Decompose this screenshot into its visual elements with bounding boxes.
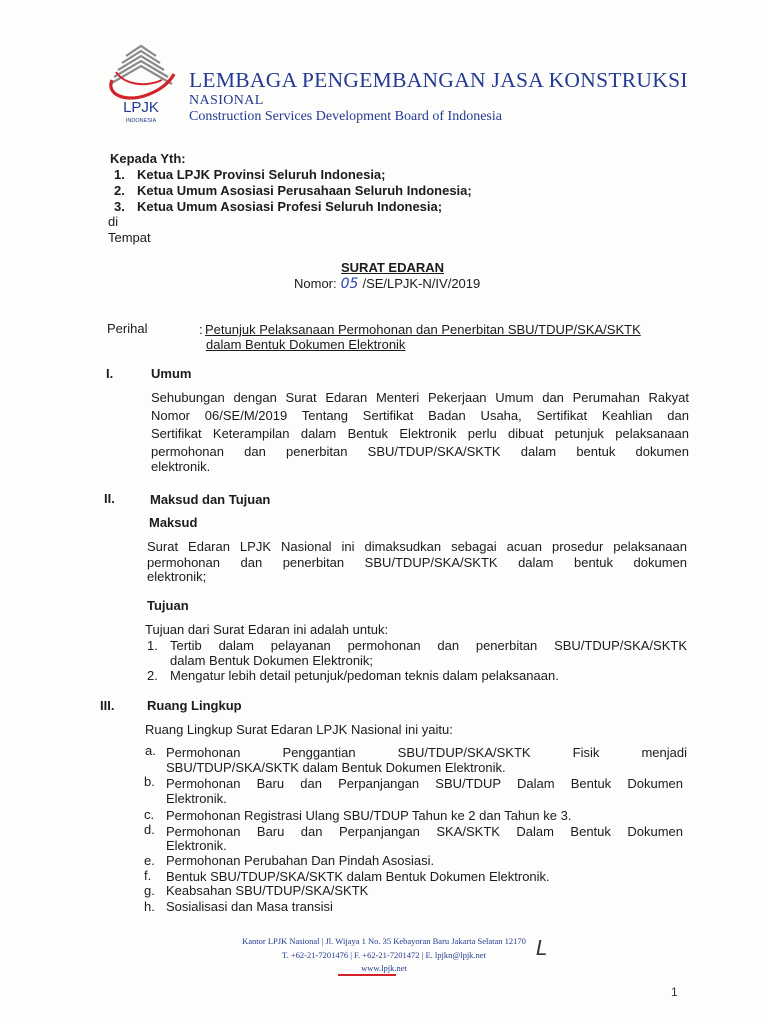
section-number: I. [106,366,114,381]
perihal-line: Petunjuk Pelaksanaan Permohonan dan Penerbitan SBU/TDUP/SKA/SKTK [205,322,641,337]
list-letter: e. [144,853,155,868]
perihal-line: dalam Bentuk Dokumen Elektronik [206,337,406,352]
list-item-line: Permohonan Registrasi Ulang SBU/TDUP Tahun ke 2 dan Tahun ke 3. [166,808,572,823]
nomor-suffix: /SE/LPJK-N/IV/2019 [362,276,481,291]
org-name-sub: NASIONAL [189,93,264,108]
perihal-label: Perihal [107,321,148,336]
list-letter: c. [144,807,155,822]
paragraph-line: permohonan dan penerbitan SBU/TDUP/SKA/SKTK dalam bentuk dokumen [147,555,687,570]
tempat-label: Tempat [108,230,151,245]
paragraph-line: Sehubungan dengan Surat Edaran Menteri Pekerjaan Umum dan Perumahan Rakyat [151,390,689,405]
recipient-num: 3. [114,199,125,214]
paragraph-line: permohonan dan penerbitan SBU/TDUP/SKA/SKTK dalam bentuk dokumen [151,444,689,459]
subsection-title: Maksud [149,515,198,530]
section-number: III. [100,698,115,713]
list-item-line: Bentuk SBU/TDUP/SKA/SKTK dalam Bentuk Dokumen Elektronik. [166,869,550,884]
list-letter: h. [144,899,155,914]
document-title: SURAT EDARAN [341,260,445,275]
list-item-line: Permohonan Penggantian SBU/TDUP/SKA/SKTK Fisik menjadi [166,745,687,760]
list-letter: a. [145,743,156,758]
nomor-label: Nomor: [294,276,337,291]
org-name: LEMBAGA PENGEMBANGAN JASA KONSTRUKSI [189,68,688,92]
recipient-num: 1. [114,167,125,182]
recipient-num: 2. [114,183,125,198]
footer-address: Kantor LPJK Nasional | Jl. Wijaya 1 No. 35 Kebayoran Baru Jakarta Selatan 12170 [242,936,526,946]
list-item-line: Mengatur lebih detail petunjuk/pedoman teknis dalam pelaksanaan. [170,668,559,683]
perihal-colon: : [199,322,203,337]
paragraph-line: Sertifikat Keterampilan dalam Bentuk Elektronik perlu dibuat petunjuk pelaksanaan [151,426,689,441]
list-item-line: Sosialisasi dan Masa transisi [166,899,333,914]
list-item-line: Keabsahan SBU/TDUP/SKA/SKTK [166,883,369,898]
logo-subtext: INDONESIA [125,118,157,124]
salutation: Kepada Yth: [110,151,186,166]
list-letter: d. [144,822,155,837]
list-number: 2. [147,668,158,683]
list-item-line: Elektronik. [166,791,227,806]
subsection-title: Tujuan [147,598,189,613]
paragraph-line: elektronik; [147,569,207,584]
lpjk-logo [104,42,178,128]
nomor-handwritten: 05 [340,276,359,292]
org-name-english: Construction Services Development Board of Indonesia [189,109,502,124]
recipient-text: Ketua Umum Asosiasi Perusahaan Seluruh Indonesia; [137,183,472,198]
list-letter: b. [144,774,155,789]
list-item-line: Tertib dalam pelayanan permohonan dan penerbitan SBU/TDUP/SKA/SKTK [170,638,687,653]
paragraph-line: Surat Edaran LPJK Nasional ini dimaksudkan sebagai acuan prosedur pelaksanaan [147,539,687,554]
recipient-text: Ketua Umum Asosiasi Profesi Seluruh Indonesia; [137,199,443,214]
paragraph-line: Ruang Lingkup Surat Edaran LPJK Nasional ini yaitu: [145,722,453,737]
page-number: 1 [671,985,678,999]
list-item-line: dalam Bentuk Dokumen Elektronik; [170,653,374,668]
list-item-line: SBU/TDUP/SKA/SKTK dalam Bentuk Dokumen Elektronik. [166,760,506,775]
list-number: 1. [147,638,158,653]
logo-text: LPJK [123,99,159,116]
list-item-line: Permohonan Perubahan Dan Pindah Asosiasi. [166,853,435,868]
list-letter: g. [144,883,155,898]
section-title: Maksud dan Tujuan [150,492,271,507]
document-number [294,276,480,292]
list-letter: f. [144,868,152,883]
section-title: Umum [151,366,192,381]
recipient-text: Ketua LPJK Provinsi Seluruh Indonesia; [137,167,386,182]
footer-website: www.lpjk.net [361,963,407,973]
handwritten-initial: L [536,936,548,960]
section-title: Ruang Lingkup [147,698,242,713]
paragraph-line: Nomor 06/SE/M/2019 Tentang Sertifikat Badan Usaha, Sertifikat Keahlian dan [151,408,689,423]
list-item-line: Elektronik. [166,838,227,853]
paragraph-line: Tujuan dari Surat Edaran ini adalah untuk: [145,622,389,637]
footer-contact: T. +62-21-7201476 | F. +62-21-7201472 | E. lpjkn@lpjk.net [282,950,486,960]
list-item-line: Permohonan Baru dan Perpanjangan SBU/TDUP Dalam Bentuk Dokumen [166,776,683,791]
footer-divider [338,974,396,976]
section-number: II. [104,491,115,506]
di-label: di [108,214,119,229]
list-item-line: Permohonan Baru dan Perpanjangan SKA/SKTK Dalam Bentuk Dokumen [166,824,683,839]
paragraph-line: elektronik. [151,459,211,474]
